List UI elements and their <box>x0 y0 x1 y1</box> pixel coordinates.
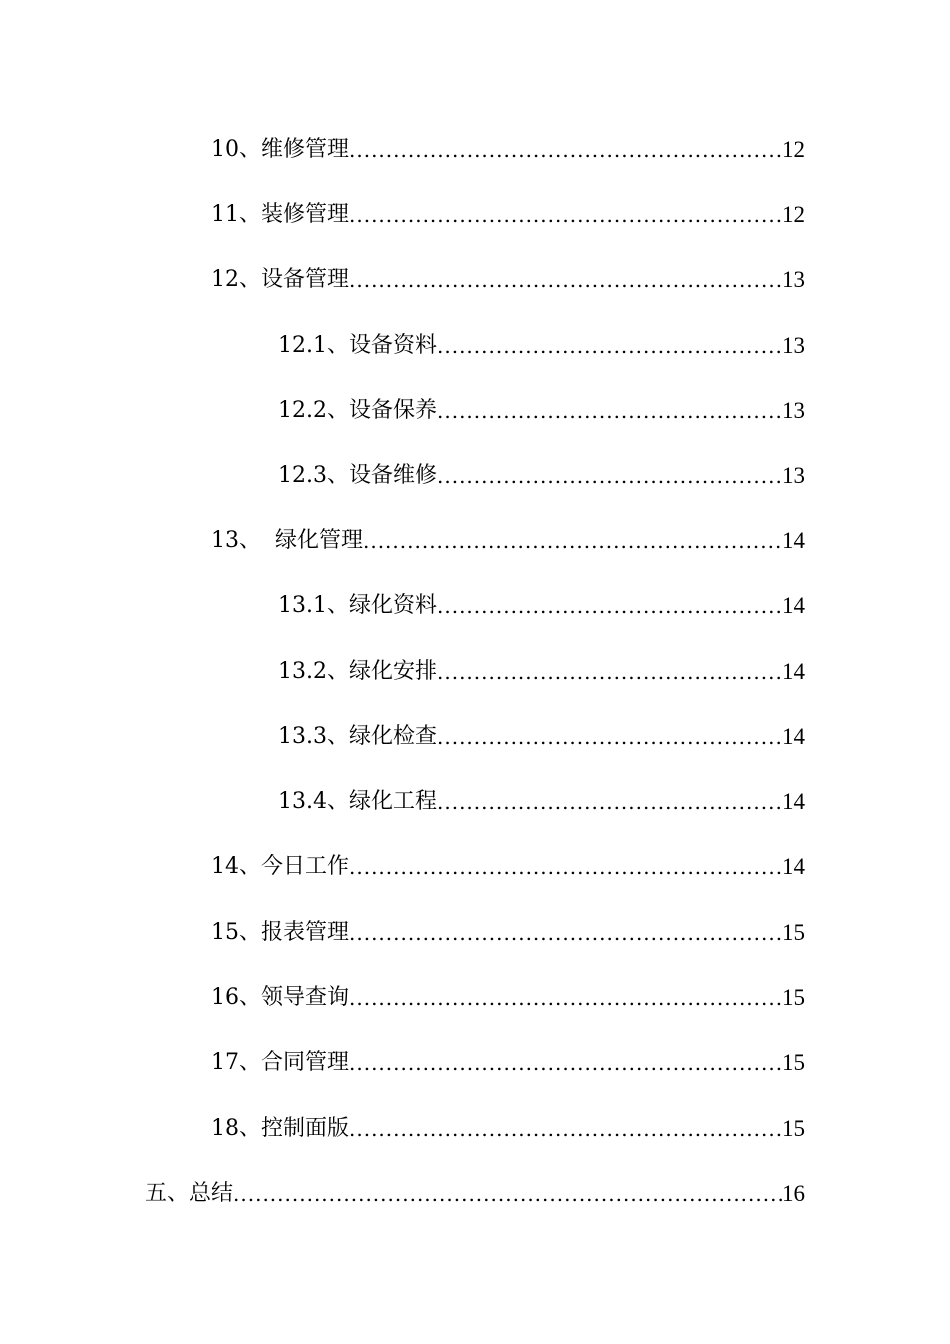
toc-dot-leader <box>349 984 782 1012</box>
toc-dot-leader <box>349 919 782 947</box>
toc-entry-label: 五、总结 <box>145 1181 234 1206</box>
toc-entry[interactable] <box>211 128 805 164</box>
toc-entry-label: 15、报表管理 <box>211 920 349 945</box>
toc-page-number: 15 <box>782 1116 805 1141</box>
toc-dot-leader <box>349 201 782 229</box>
toc-entry[interactable] <box>211 845 805 881</box>
toc-page-number: 13 <box>782 267 805 292</box>
toc-entry[interactable] <box>211 911 805 947</box>
toc-page-number: 13 <box>782 333 805 358</box>
toc-entry[interactable] <box>211 1107 805 1143</box>
toc-page-number: 13 <box>782 463 805 488</box>
toc-entry[interactable] <box>278 389 805 425</box>
toc-entry-label: 12、设备管理 <box>211 267 349 292</box>
toc-entry[interactable] <box>211 193 805 229</box>
toc-dot-leader <box>349 1115 782 1143</box>
toc-entry-label: 13、 绿化管理 <box>211 528 363 553</box>
toc-page-number: 15 <box>782 985 805 1010</box>
toc-entry-label: 13.3、绿化检查 <box>278 724 437 749</box>
toc-dot-leader <box>437 397 782 425</box>
toc-dot-leader <box>349 853 782 881</box>
toc-entry-label: 18、控制面版 <box>211 1116 349 1141</box>
toc-page-number: 12 <box>782 137 805 162</box>
toc-page-number: 14 <box>782 528 805 553</box>
toc-entry-label: 13.2、绿化安排 <box>278 659 437 684</box>
toc-page-number: 15 <box>782 1050 805 1075</box>
toc-entry[interactable] <box>211 1041 805 1077</box>
toc-page-number: 16 <box>782 1181 805 1206</box>
toc-dot-leader <box>437 788 782 816</box>
toc-dot-leader <box>437 592 782 620</box>
toc-page-number: 14 <box>782 659 805 684</box>
toc-entry[interactable] <box>278 584 805 620</box>
toc-entry[interactable] <box>211 519 805 555</box>
toc-entry[interactable] <box>211 976 805 1012</box>
toc-page-number: 13 <box>782 398 805 423</box>
toc-entry-label: 11、装修管理 <box>211 202 349 227</box>
toc-entry[interactable] <box>278 715 805 751</box>
toc-entry-label: 10、维修管理 <box>211 137 349 162</box>
toc-dot-leader <box>437 658 782 686</box>
toc-page-number: 14 <box>782 724 805 749</box>
toc-entry[interactable] <box>278 454 805 490</box>
toc-page-number: 15 <box>782 920 805 945</box>
toc-entry[interactable] <box>278 324 805 360</box>
toc-dot-leader <box>349 266 782 294</box>
toc-dot-leader <box>437 723 782 751</box>
toc-dot-leader <box>437 462 782 490</box>
toc-page-number: 12 <box>782 202 805 227</box>
toc-page-number: 14 <box>782 593 805 618</box>
toc-entry-label: 12.1、设备资料 <box>278 333 437 358</box>
toc-entry-label: 14、今日工作 <box>211 854 349 879</box>
toc-entry-label: 16、领导查询 <box>211 985 349 1010</box>
toc-entry-label: 12.2、设备保养 <box>278 398 437 423</box>
toc-entry-label: 13.1、绿化资料 <box>278 593 437 618</box>
toc-entry-label: 13.4、绿化工程 <box>278 789 437 814</box>
toc-page-number: 14 <box>782 854 805 879</box>
toc-dot-leader <box>349 1049 782 1077</box>
toc-dot-leader <box>437 332 782 360</box>
toc-dot-leader <box>363 527 782 555</box>
toc-entry[interactable] <box>211 258 805 294</box>
toc-page-number: 14 <box>782 789 805 814</box>
toc-entry[interactable] <box>278 650 805 686</box>
toc-entry-label: 17、合同管理 <box>211 1050 349 1075</box>
toc-dot-leader <box>349 136 782 164</box>
toc-entry[interactable] <box>278 780 805 816</box>
toc-entry[interactable] <box>145 1172 805 1208</box>
toc-dot-leader <box>233 1180 782 1208</box>
toc-entry-label: 12.3、设备维修 <box>278 463 437 488</box>
